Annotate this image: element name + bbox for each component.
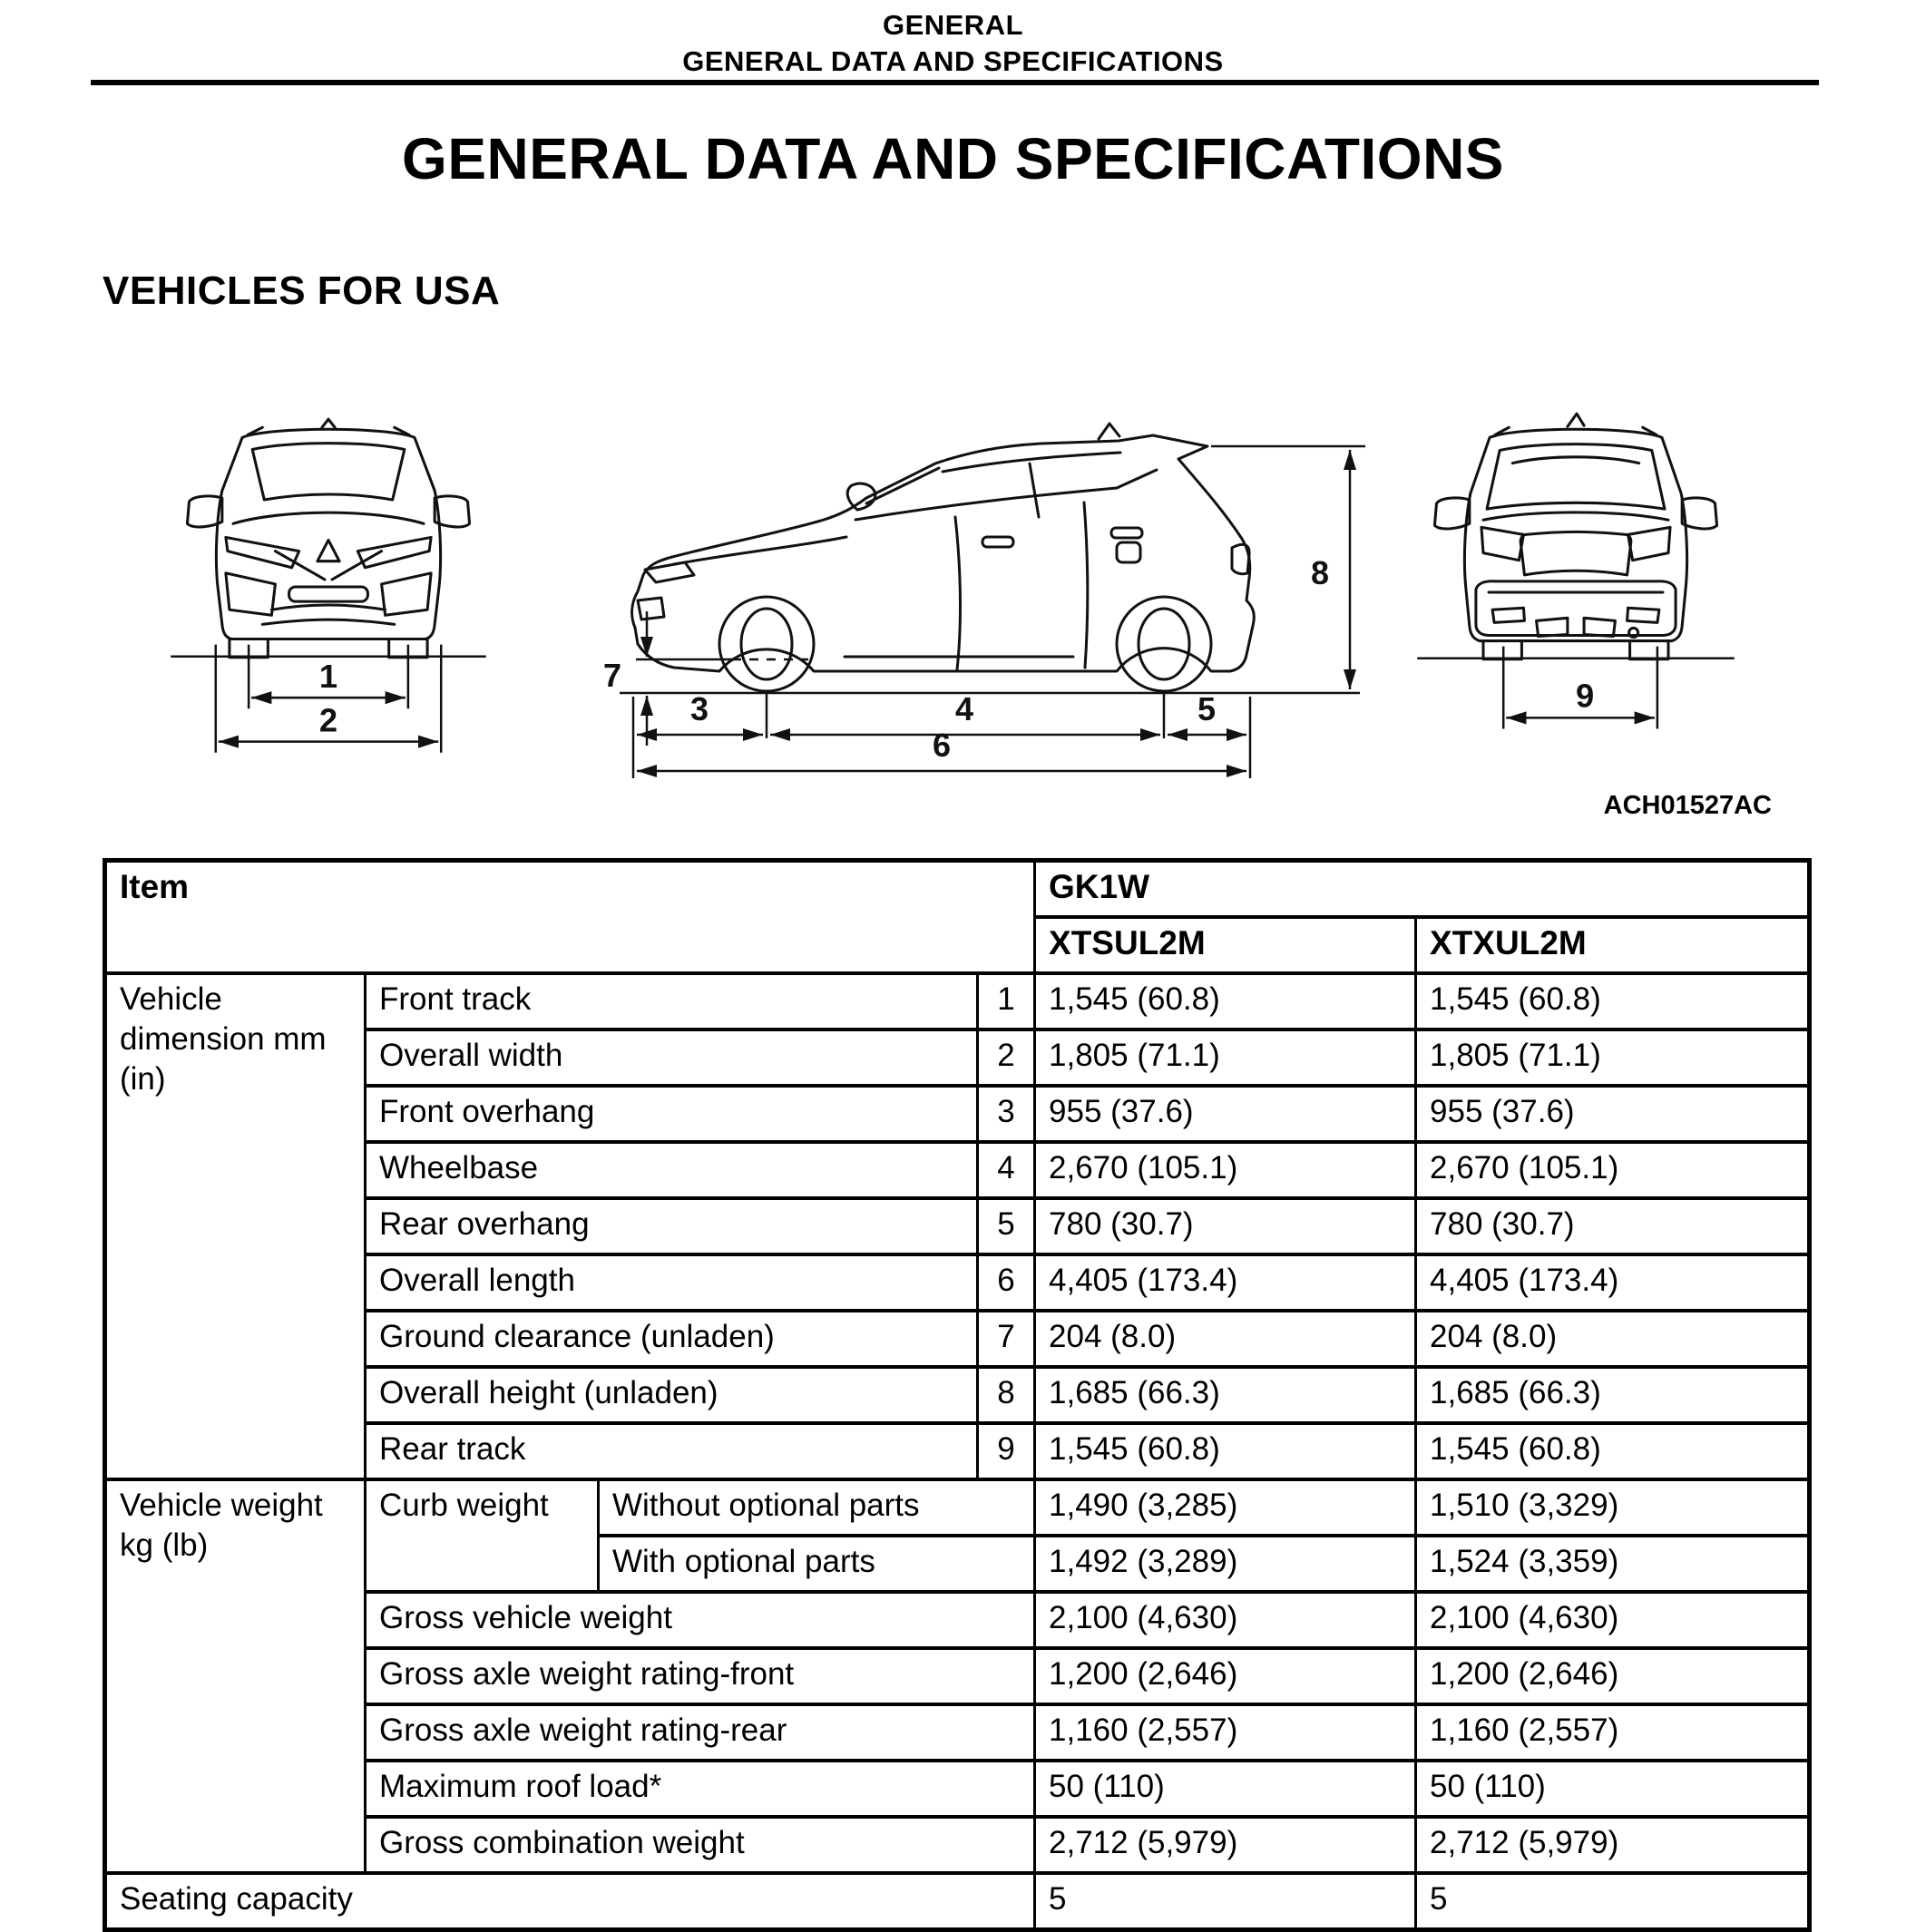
rear-window [1487,444,1665,509]
column-header-variant-1: XTSUL2M [1035,917,1416,973]
ref-number: 1 [978,973,1035,1029]
value-xtsul2m: 2,712 (5,979) [1035,1817,1416,1873]
value-xtxul2m: 780 (30.7) [1416,1198,1810,1254]
front-wheels [230,639,427,658]
dim-label-rear-track: 9 [1575,677,1595,715]
value-xtsul2m: 780 (30.7) [1035,1198,1416,1254]
front-fog-pockets [226,573,431,615]
side-rear-door-handle [1111,528,1142,538]
value-xtxul2m: 1,160 (2,557) [1416,1704,1810,1761]
ref-number: 9 [978,1423,1035,1479]
item-label: Without optional parts [599,1479,1035,1536]
value-xtxul2m: 1,685 (66.3) [1416,1367,1810,1423]
front-windshield [252,444,405,500]
value-xtxul2m: 204 (8.0) [1416,1311,1810,1367]
rear-license-recess [1520,532,1631,574]
ref-number: 8 [978,1367,1035,1423]
value-xtxul2m: 1,510 (3,329) [1416,1479,1810,1536]
front-bumper-lines [262,605,394,624]
value-xtsul2m: 1,545 (60.8) [1035,973,1416,1029]
table-row [105,1479,1810,1536]
side-rear-rim [1139,609,1189,679]
front-body-outline [216,429,440,639]
item-label: Rear track [366,1423,978,1479]
ref-number: 4 [978,1142,1035,1198]
value-xtsul2m: 1,200 (2,646) [1035,1648,1416,1704]
value-xtsul2m: 1,160 (2,557) [1035,1704,1416,1761]
group-label-weights: Vehicle weight kg (lb) [105,1479,366,1873]
side-door-lines [955,503,1088,669]
value-xtsul2m: 1,492 (3,289) [1035,1536,1416,1592]
side-front-tire [719,597,814,691]
ref-number: 2 [978,1029,1035,1086]
value-xtxul2m: 5 [1416,1873,1810,1930]
running-header-section: GENERAL DATA AND SPECIFICATIONS [682,45,1224,77]
value-xtxul2m: 1,200 (2,646) [1416,1648,1810,1704]
rear-bumper-cutouts [1537,618,1616,636]
item-label: Front track [366,973,978,1029]
dim-label-rear-overhang: 5 [1197,690,1217,727]
vehicle-rear-view-drawing [1397,406,1754,773]
rear-reflectors [1492,608,1659,622]
value-xtsul2m: 955 (37.6) [1035,1086,1416,1142]
section-heading: VEHICLES FOR USA [103,268,501,313]
item-label: Ground clearance (unladen) [366,1311,978,1367]
item-label: Overall width [366,1029,978,1086]
specifications-table [103,858,1812,1932]
rear-exhaust-tip [1629,628,1638,637]
value-xtxul2m: 2,100 (4,630) [1416,1592,1810,1648]
running-header [0,9,1906,78]
side-fog-lamp [638,598,664,620]
item-label: Gross axle weight rating-front [366,1648,1035,1704]
value-xtsul2m: 2,100 (4,630) [1035,1592,1416,1648]
figure-code: ACH01527AC [1603,791,1772,820]
item-label: Wheelbase [366,1142,978,1198]
table-row [105,973,1810,1029]
ref-number: 5 [978,1198,1035,1254]
side-b-pillar [1030,463,1039,517]
value-xtxul2m: 4,405 (173.4) [1416,1254,1810,1311]
column-header-model: GK1W [1035,861,1810,918]
item-label: Front overhang [366,1086,978,1142]
front-grille-lines [275,551,381,580]
page-title: GENERAL DATA AND SPECIFICATIONS [402,126,1504,191]
value-xtxul2m: 50 (110) [1416,1761,1810,1817]
value-xtxul2m: 2,670 (105.1) [1416,1142,1810,1198]
dim-label-overall-length: 6 [932,727,952,764]
front-brand-logo [318,540,339,561]
value-xtsul2m: 204 (8.0) [1035,1311,1416,1367]
value-xtsul2m: 1,490 (3,285) [1035,1479,1416,1536]
value-xtxul2m: 1,545 (60.8) [1416,1423,1810,1479]
value-xtsul2m: 50 (110) [1035,1761,1416,1817]
rear-gate-crease [1483,512,1668,520]
ref-number: 3 [978,1086,1035,1142]
value-xtxul2m: 955 (37.6) [1416,1086,1810,1142]
item-label: Overall height (unladen) [366,1367,978,1423]
dim-label-front-track: 1 [318,658,338,696]
vehicle-side-view-drawing [529,383,1400,785]
front-hood-line [233,512,424,523]
value-xtxul2m: 1,805 (71.1) [1416,1029,1810,1086]
dim-label-ground-clearance: 7 [602,657,622,694]
value-xtxul2m: 2,712 (5,979) [1416,1817,1810,1873]
side-front-door-handle [982,537,1013,547]
ref-number: 6 [978,1254,1035,1311]
rear-spoiler-edge [1512,457,1638,463]
rear-wheels [1483,641,1668,659]
side-front-rim [741,609,792,679]
header-divider [91,80,1819,85]
running-header-chapter: GENERAL [882,9,1024,41]
ref-number: 7 [978,1311,1035,1367]
side-rear-tire [1117,597,1211,691]
curb-weight-label: Curb weight [366,1479,599,1592]
dim-label-front-overhang: 3 [689,690,709,727]
item-label: With optional parts [599,1536,1035,1592]
item-label: Gross combination weight [366,1817,1035,1873]
dim-label-wheelbase: 4 [954,690,974,727]
side-windshield [866,468,939,503]
value-xtsul2m: 1,805 (71.1) [1035,1029,1416,1086]
item-label: Maximum roof load* [366,1761,1035,1817]
value-xtxul2m: 1,545 (60.8) [1416,973,1810,1029]
table-header-row-model [105,861,1810,918]
front-grille-slot [289,587,368,601]
vehicle-front-view-drawing [145,406,512,773]
column-header-variant-2: XTXUL2M [1416,917,1810,973]
table-row [105,1873,1810,1930]
dim-label-overall-height: 8 [1310,554,1330,591]
rear-antenna-fin [1568,414,1584,426]
value-xtsul2m: 5 [1035,1873,1416,1930]
value-xtsul2m: 1,545 (60.8) [1035,1423,1416,1479]
side-fuel-door [1117,542,1140,562]
item-label: Gross axle weight rating-rear [366,1704,1035,1761]
side-beltline [855,470,1157,520]
value-xtsul2m: 1,685 (66.3) [1035,1367,1416,1423]
front-antenna [322,419,335,427]
column-header-item: Item [105,861,1035,974]
item-label: Rear overhang [366,1198,978,1254]
group-label-dimensions: Vehicle dimension mm (in) [105,973,366,1479]
item-label-seating: Seating capacity [105,1873,1035,1930]
side-spoiler-fin [1099,424,1119,439]
dim-label-overall-width: 2 [318,701,338,739]
value-xtxul2m: 1,524 (3,359) [1416,1536,1810,1592]
value-xtsul2m: 2,670 (105.1) [1035,1142,1416,1198]
item-label: Overall length [366,1254,978,1311]
value-xtsul2m: 4,405 (173.4) [1035,1254,1416,1311]
item-label: Gross vehicle weight [366,1592,1035,1648]
